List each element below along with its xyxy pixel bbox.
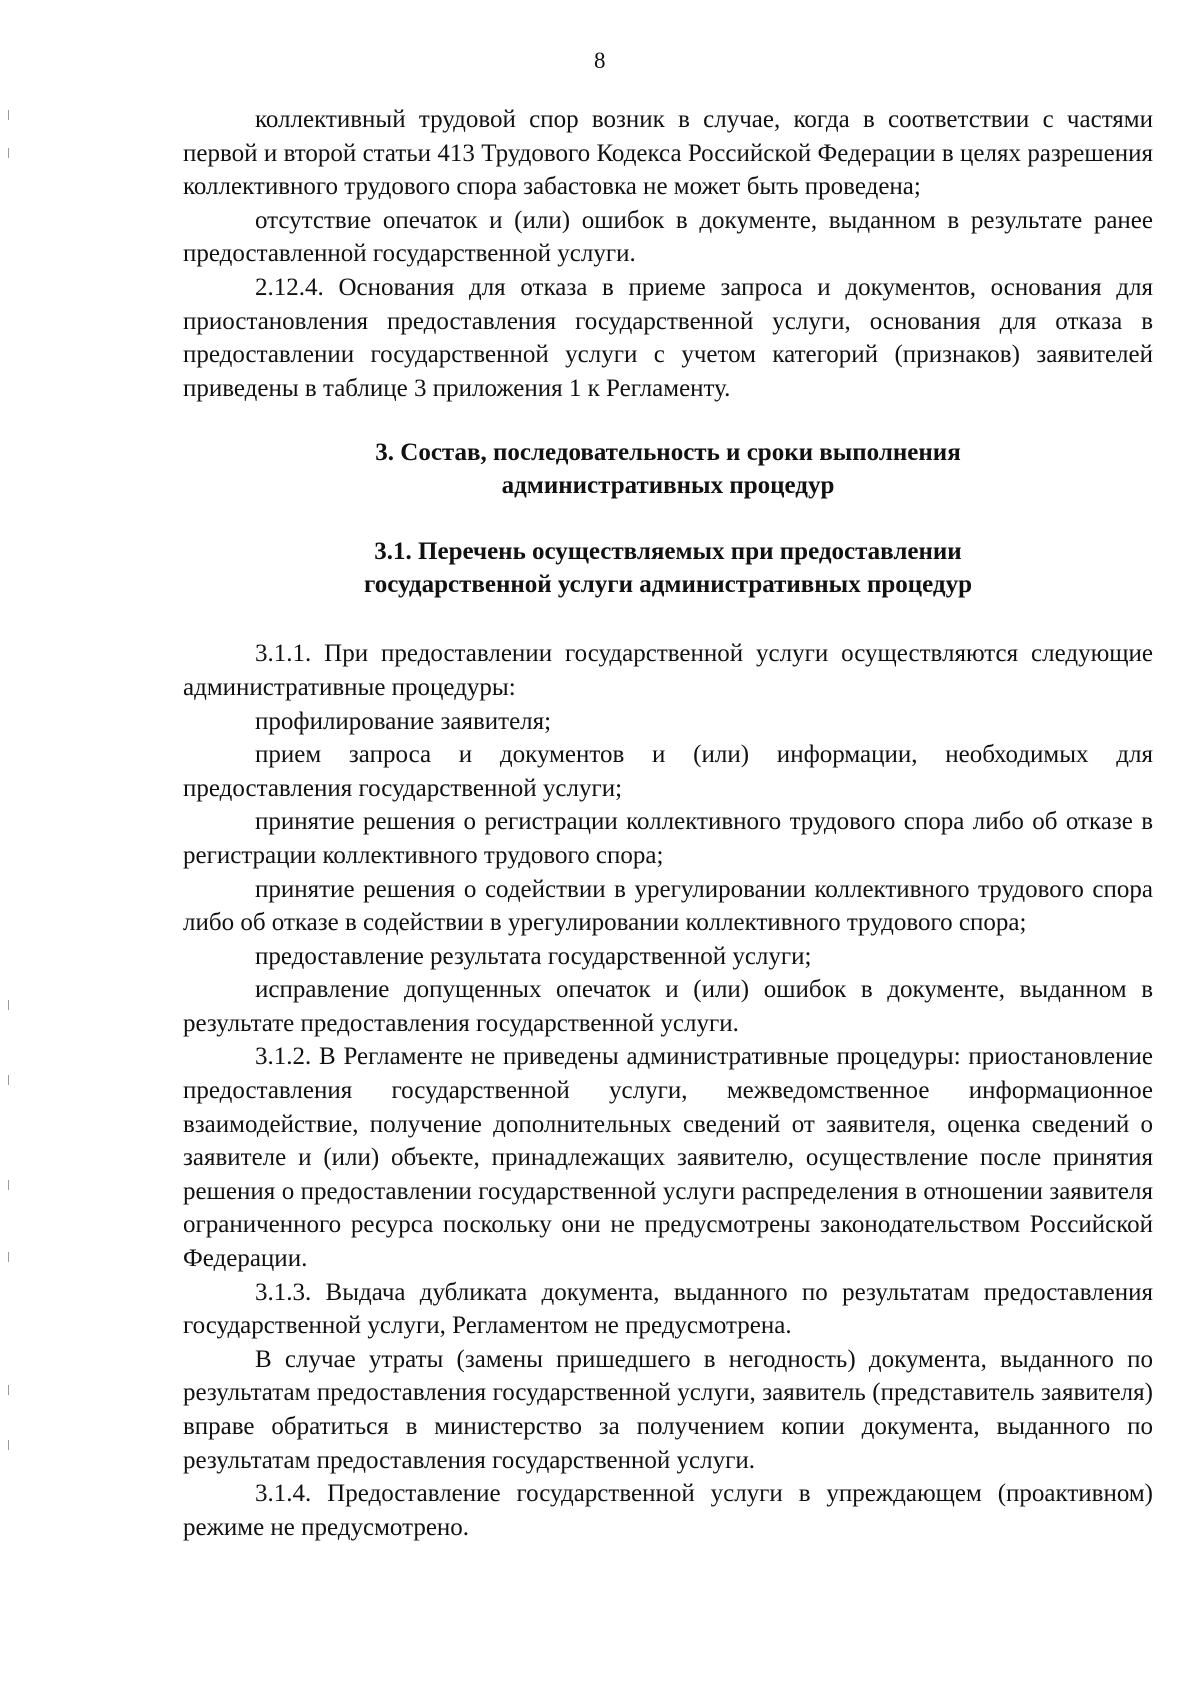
list-item: принятие решения о содействии в урегулировании коллективного трудового спора либо об отказе в содействии в урегулировании коллективного трудового спора; <box>183 875 1153 937</box>
paragraph: коллективный трудовой спор возник в случае, когда в соответствии с частями первой и второй статьи 413 Трудового Кодекса Российской Федерации в целях разрешения коллективного трудового спора забастовка не может быть проведена; <box>183 106 1153 201</box>
list-item: профилирование заявителя; <box>255 707 552 735</box>
section-heading-line: административных процедур <box>501 472 835 500</box>
scan-margin-marks <box>8 0 12 1696</box>
subsection-heading <box>183 535 1153 601</box>
page-number: 8 <box>594 48 606 73</box>
subsection-heading-line: 3.1. Перечень осуществляемых при предоставлении <box>374 538 962 566</box>
list-item: прием запроса и документов и (или) информации, необходимых для предоставления государственной услуги; <box>183 741 1153 802</box>
paragraph: 3.1.3. Выдача дубликата документа, выданного по результатам предоставления государственной услуги, Регламентом не предусмотрена. <box>183 1278 1153 1340</box>
list-item: предоставление результата государственной услуги; <box>255 942 812 970</box>
section-heading <box>183 436 1153 502</box>
paragraph: 2.12.4. Основания для отказа в приеме запроса и документов, основания для приостановления предоставления государственной услуги, основания для отказа в предоставлении государственной услуги с учетом категорий (признаков) заявителей приведены в таблице 3 приложения 1 к Регламенту. <box>183 273 1153 402</box>
paragraph: отсутствие опечаток и (или) ошибок в документе, выданном в результате ранее предоставленной государственной услуги. <box>183 206 1153 268</box>
subsection-heading-line: государственной услуги административных процедур <box>364 571 972 599</box>
list-item: исправление допущенных опечаток и (или) ошибок в документе, выданном в результате предоставления государственной услуги. <box>183 976 1153 1037</box>
paragraph: 3.1.4. Предоставление государственной услуги в упреждающем (проактивном) режиме не предусмотрено. <box>183 1480 1153 1541</box>
paragraph: В случае утраты (замены пришедшего в негодность) документа, выданного по результатам предоставления государственной услуги, заявитель (представитель заявителя) вправе обратиться в министерство за получением копии документа, выданного по результатам предоставления государственной услуги. <box>183 1345 1153 1474</box>
section-heading-line: 3. Состав, последовательность и сроки выполнения <box>375 439 961 467</box>
paragraph: 3.1.2. В Регламенте не приведены административные процедуры: приостановление предоставления государственной услуги, межведомственное информационное взаимодействие, получение дополнительных сведений от заявителя, оценка сведений о заявителе и (или) объекте, принадлежащих заявителю, осуществление после принятия решения о предоставлении государственной услуги распределения в отношении заявителя ограниченного ресурса поскольку они не предусмотрены законодательством Российской Федерации. <box>183 1043 1153 1273</box>
list-item: принятие решения о регистрации коллективного трудового спора либо об отказе в регистрации коллективного трудового спора; <box>183 808 1153 869</box>
paragraph: 3.1.1. При предоставлении государственной услуги осуществляются следующие административные процедуры: <box>183 640 1153 701</box>
document-body <box>183 103 1153 1544</box>
